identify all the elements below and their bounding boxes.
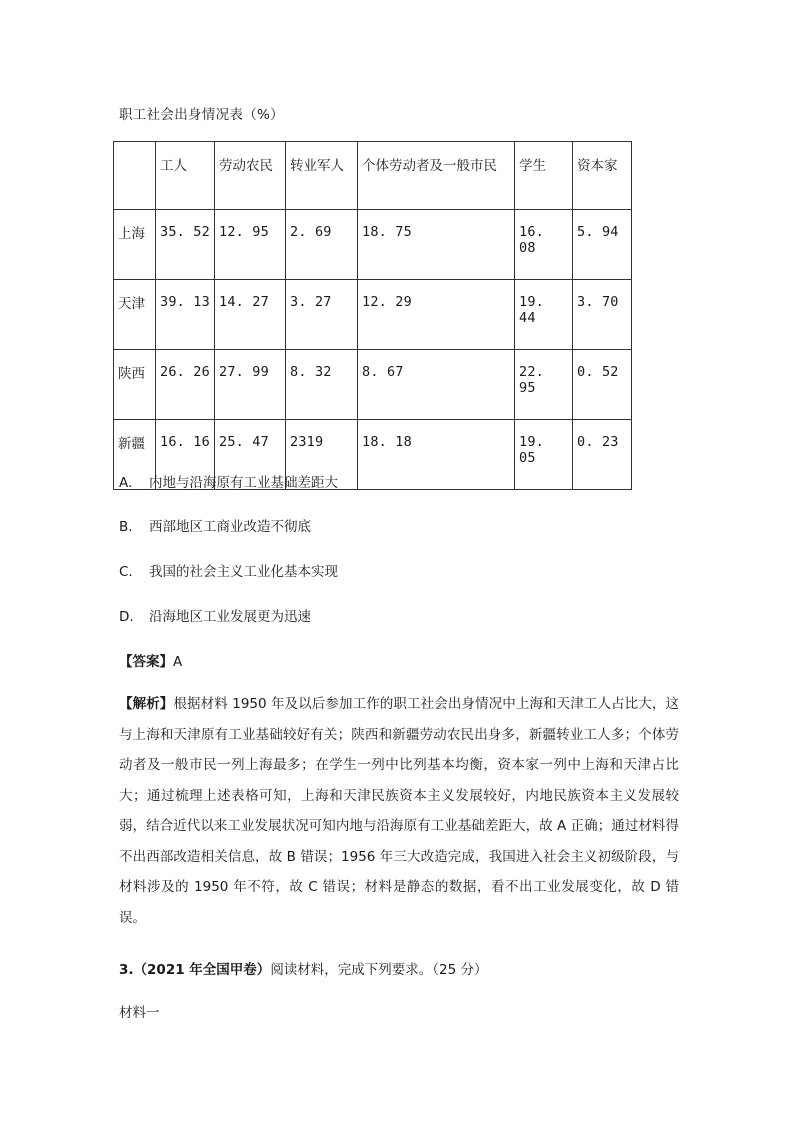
option-text: 沿海地区工业发展更为迅速 [149, 609, 311, 625]
table-cell: 22. 95 [515, 350, 573, 420]
occupation-origin-table [113, 141, 632, 490]
table-cell: 14. 27 [215, 280, 286, 350]
table-cell: 5. 94 [573, 210, 632, 280]
header-cell-workers: 工人 [156, 142, 215, 210]
row-region: 新疆 [114, 420, 156, 490]
header-cell-capitalists: 资本家 [573, 142, 632, 210]
analysis-label: 【解析】 [119, 696, 174, 712]
option-letter: A. [119, 475, 133, 491]
table-cell: 35. 52 [156, 210, 215, 280]
header-cell-peasants: 劳动农民 [215, 142, 286, 210]
table-cell: 12. 29 [358, 280, 515, 350]
table-cell: 16. 16 [156, 420, 215, 490]
table-cell: 8. 67 [358, 350, 515, 420]
table-cell: 19. 05 [515, 420, 573, 490]
header-cell-citizens: 个体劳动者及一般市民 [358, 142, 515, 210]
answer-label: 【答案】 [119, 654, 173, 670]
table-cell: 8. 32 [286, 350, 358, 420]
option-d [119, 605, 311, 625]
option-a [119, 471, 338, 491]
answer-value: A [173, 654, 183, 670]
option-letter: D. [119, 609, 134, 625]
table-cell: 39. 13 [156, 280, 215, 350]
option-letter: C. [119, 564, 133, 580]
option-b [119, 515, 311, 535]
table-cell: 12. 95 [215, 210, 286, 280]
option-letter: B. [119, 519, 133, 535]
table-cell: 3. 27 [286, 280, 358, 350]
table-row [114, 350, 632, 420]
table-header-row [114, 142, 632, 210]
table-caption: 职工社会出身情况表（%） [119, 107, 284, 123]
row-region: 陕西 [114, 350, 156, 420]
option-text: 内地与沿海原有工业基础差距大 [149, 475, 338, 491]
table-cell: 0. 52 [573, 350, 632, 420]
header-cell-students: 学生 [515, 142, 573, 210]
question-text: 阅读材料，完成下列要求。（25 分） [270, 962, 488, 978]
table-cell: 27. 99 [215, 350, 286, 420]
table-cell: 2. 69 [286, 210, 358, 280]
table-row [114, 210, 632, 280]
table-cell: 3. 70 [573, 280, 632, 350]
table-row [114, 280, 632, 350]
header-cell-corner [114, 142, 156, 210]
analysis-text: 根据材料 1950 年及以后参加工作的职工社会出身情况中上海和天津工人占比大，这与上海和天津原有工业基础较好有关；陕西和新疆劳动农民出身多，新疆转业工人多；个体劳动者及一般市民一列上海最多；在学生一列中比列基本均衡，资本家一列中上海和天津占比大；通过梳理上述表格可知，上海和天津民族资本主义发展较好，内地民族资本主义发展较弱，结合近代以来工业发展状况可知内地与沿海原有工业基础差距大，故 A 正确；通过材料得不出西部改造相关信息，故 B 错误；1956 年三大改造完成，我国进入社会主义初级阶段，与材料涉及的 1950 年不符，故 C 错误；材料是静态的数据，看不出工业发展变化，故 D 错误。 [119, 696, 679, 926]
analysis-paragraph [119, 689, 679, 933]
question-source: （2021 年全国甲卷） [133, 962, 271, 978]
option-text: 西部地区工商业改造不彻底 [149, 519, 311, 535]
table-cell: 19. 44 [515, 280, 573, 350]
table-cell: 25. 47 [215, 420, 286, 490]
table-cell: 26. 26 [156, 350, 215, 420]
question-number: 3. [119, 962, 134, 978]
header-cell-veterans: 转业军人 [286, 142, 358, 210]
table-cell: 0. 23 [573, 420, 632, 490]
option-c [119, 560, 338, 580]
option-text: 我国的社会主义工业化基本实现 [149, 564, 338, 580]
table-cell: 18. 18 [358, 420, 515, 490]
table-cell: 18. 75 [358, 210, 515, 280]
material-heading: 材料一 [119, 1005, 160, 1021]
table-cell: 16. 08 [515, 210, 573, 280]
table-cell: 2319 [286, 420, 358, 490]
row-region: 天津 [114, 280, 156, 350]
question-line [119, 958, 488, 978]
answer-line [119, 650, 182, 670]
row-region: 上海 [114, 210, 156, 280]
